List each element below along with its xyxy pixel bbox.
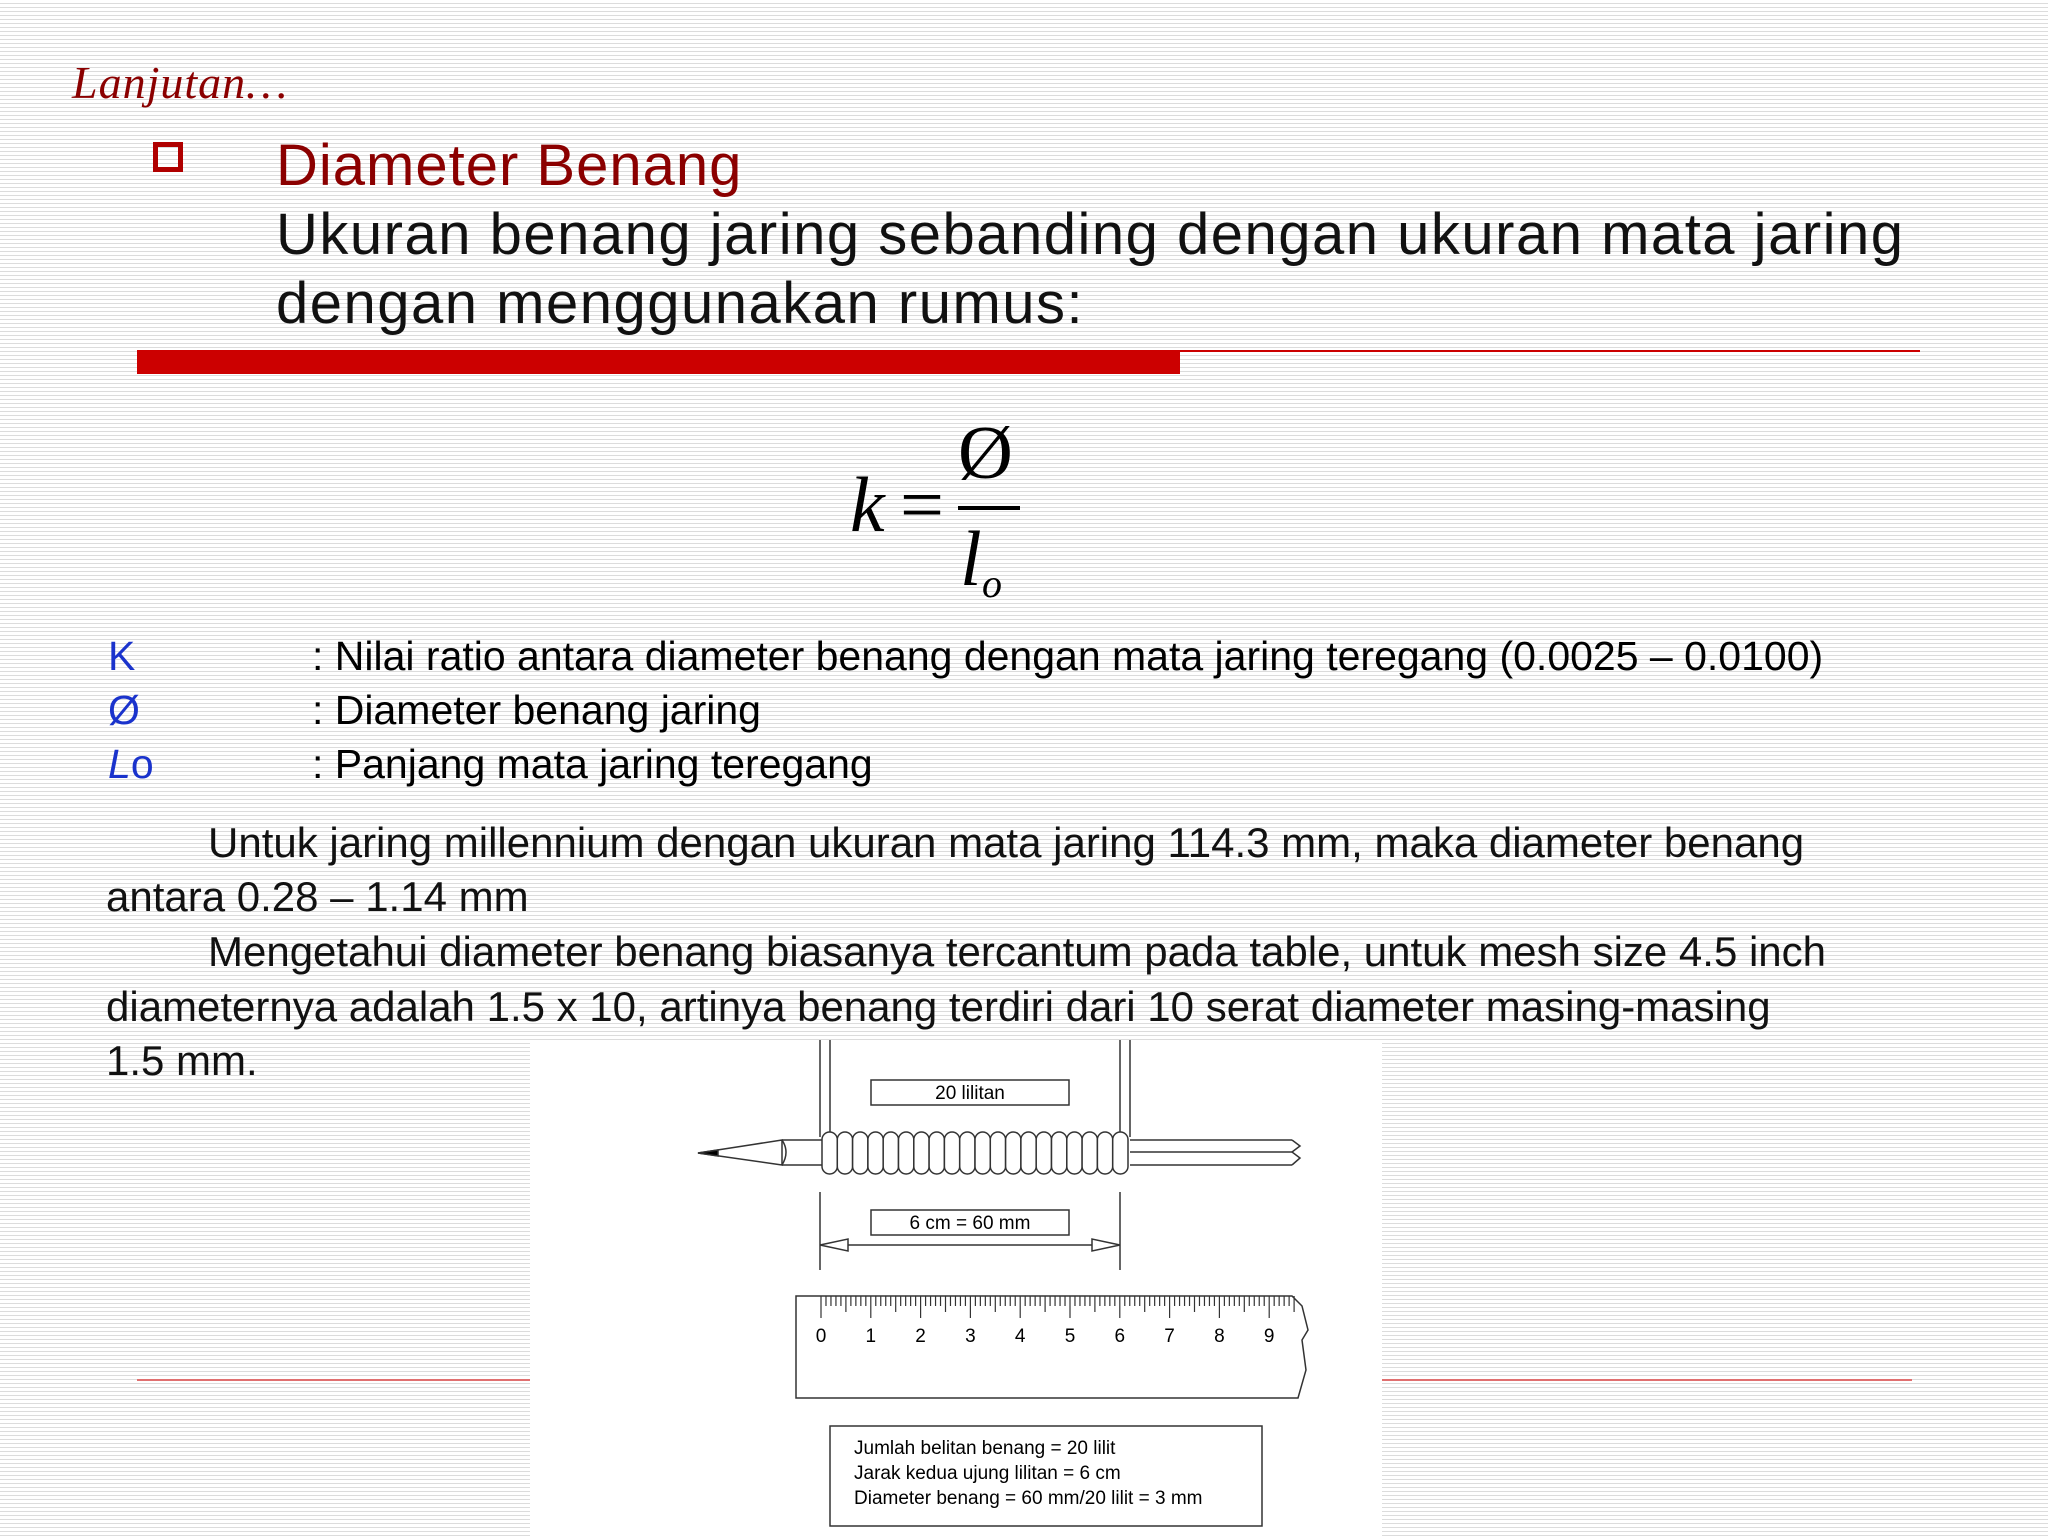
ruler-number: 0 xyxy=(815,1326,827,1347)
definition-term-k: K xyxy=(108,633,136,679)
coil-loop xyxy=(1021,1132,1036,1174)
coil-loop xyxy=(929,1132,944,1174)
ruler-number: 3 xyxy=(965,1326,976,1347)
ruler-number: 1 xyxy=(865,1326,877,1347)
coil-loop xyxy=(1067,1132,1082,1174)
diagram-drawing xyxy=(530,1040,1382,1536)
footer-line-left xyxy=(137,1379,530,1381)
length-label: 6 cm = 60 mm xyxy=(909,1213,1031,1234)
coil-loop xyxy=(1082,1132,1097,1174)
ruler-number: 6 xyxy=(1114,1326,1126,1347)
paragraph-1-line-2: antara 0.28 – 1.14 mm xyxy=(106,873,529,920)
formula-lhs: k xyxy=(850,461,885,548)
ruler-number: 4 xyxy=(1014,1326,1026,1347)
ruler xyxy=(796,1296,1308,1398)
definition-desc-k: : Nilai ratio antara diameter benang dengan mata jaring teregang (0.0025 – 0.0100) xyxy=(312,633,1824,679)
coil-loop xyxy=(883,1132,898,1174)
slide-subtitle: Lanjutan… xyxy=(72,57,289,108)
formula-equals: = xyxy=(900,461,944,548)
ruler-number: 7 xyxy=(1164,1326,1175,1347)
coil-loop xyxy=(1052,1132,1067,1174)
coil-loop xyxy=(837,1132,852,1174)
coil-loop xyxy=(822,1132,837,1174)
definition-desc-diameter: : Diameter benang jaring xyxy=(312,687,761,733)
intro-text: Ukuran benang jaring sebanding dengan ukuran mata jaring dengan menggunakan rumus: xyxy=(276,202,1905,336)
coil-label: 20 lilitan xyxy=(935,1083,1005,1104)
coil-measurement-diagram xyxy=(530,1040,1382,1536)
coil-loop xyxy=(944,1132,959,1174)
paragraph-1-line-1-text: Untuk jaring millennium dengan ukuran mata jaring 114.3 mm, maka diameter benang xyxy=(208,819,1805,866)
coil-loop xyxy=(990,1132,1005,1174)
definition-term-diameter: Ø xyxy=(108,687,140,733)
square-bullet-icon xyxy=(153,142,183,172)
paragraph-2-line-1-text: Mengetahui diameter benang biasanya tercantum pada table, untuk mesh size 4.5 inch xyxy=(208,928,1827,975)
ruler-number: 2 xyxy=(915,1326,926,1347)
definition-term-lo-rest: o xyxy=(130,741,154,787)
note-line-3: Diameter benang = 60 mm/20 lilit = 3 mm xyxy=(854,1488,1203,1509)
formula-denominator: l xyxy=(960,515,982,602)
footer-line-right xyxy=(1382,1379,1912,1381)
coil-loop xyxy=(899,1132,914,1174)
note-line-1: Jumlah belitan benang = 20 lilit xyxy=(854,1438,1116,1459)
coil-windings xyxy=(822,1132,1128,1174)
coil-loop xyxy=(1006,1132,1021,1174)
ruler-number: 9 xyxy=(1263,1326,1275,1347)
coil-loop xyxy=(960,1132,975,1174)
paragraph-2-line-3: 1.5 mm. xyxy=(106,1037,258,1084)
coil-loop xyxy=(853,1132,868,1174)
coil-loop xyxy=(868,1132,883,1174)
coil-loop xyxy=(1113,1132,1128,1174)
paragraph-1-line-1 xyxy=(106,816,1976,870)
fraction-bar xyxy=(958,506,1020,510)
paragraph-2-line-2: diameternya adalah 1.5 x 10, artinya benang terdiri dari 10 serat diameter masing-masing xyxy=(106,983,1771,1030)
definition-term-lo-italic: L xyxy=(108,741,131,787)
ruler-number: 5 xyxy=(1064,1326,1076,1347)
formula-denominator-subscript: o xyxy=(982,561,1002,606)
title-underline-bar xyxy=(137,350,1180,374)
ruler-number: 8 xyxy=(1214,1326,1225,1347)
definition-term-lo xyxy=(108,738,154,790)
formula xyxy=(840,410,1040,610)
coil-loop xyxy=(914,1132,929,1174)
definition-desc-lo: : Panjang mata jaring teregang xyxy=(312,741,873,787)
dimension-arrow xyxy=(820,1239,1120,1251)
title-underline-line xyxy=(1180,350,1920,352)
paragraph-2-line-1 xyxy=(106,925,1976,979)
coil-loop xyxy=(1036,1132,1051,1174)
coil-loop xyxy=(975,1132,990,1174)
note-line-2: Jarak kedua ujung lilitan = 6 cm xyxy=(854,1463,1121,1484)
coil-loop xyxy=(1097,1132,1112,1174)
formula-numerator: Ø xyxy=(958,411,1013,495)
slide-heading: Diameter Benang xyxy=(276,133,743,198)
